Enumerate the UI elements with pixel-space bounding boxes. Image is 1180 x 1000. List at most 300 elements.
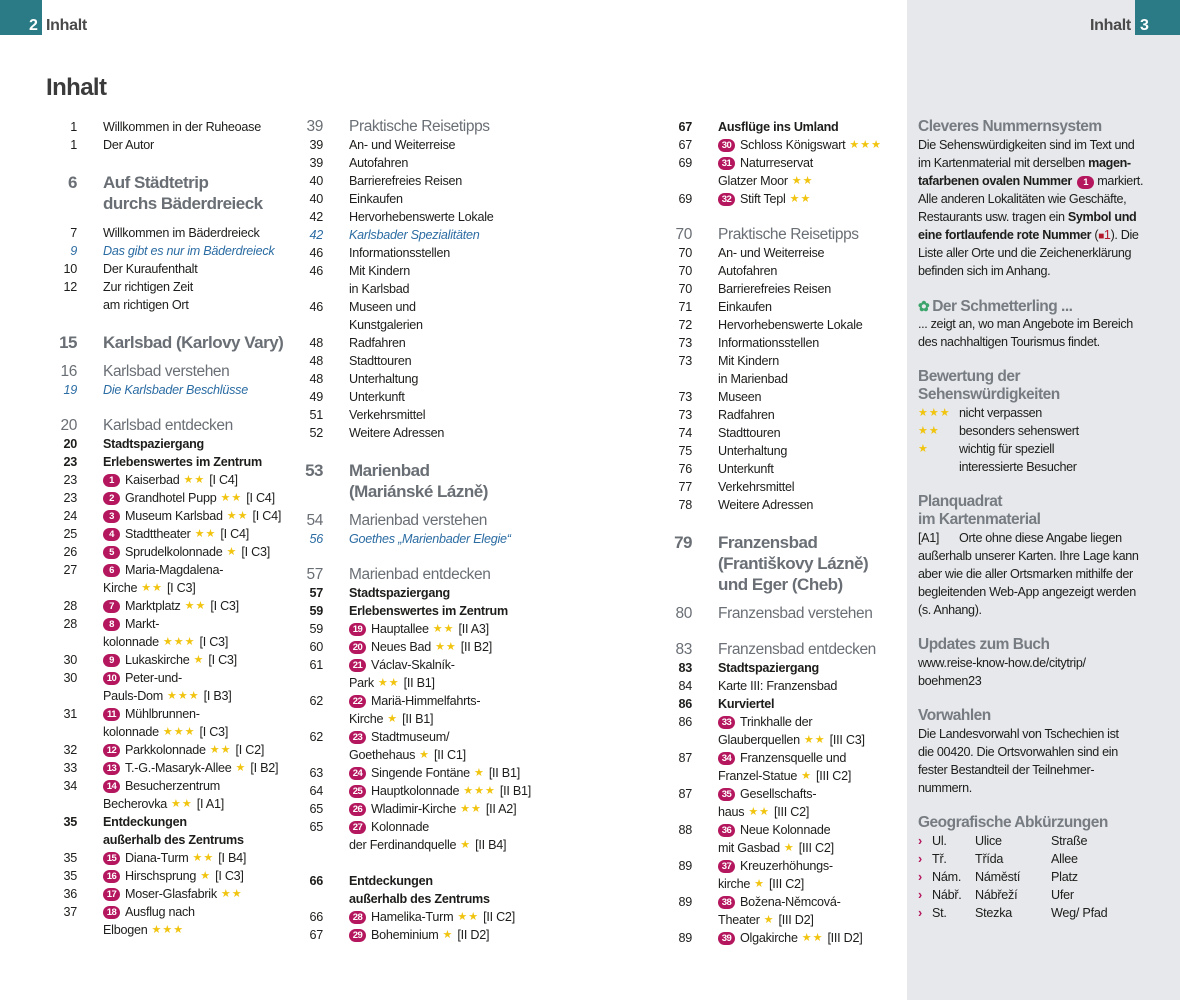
entry-text (718, 442, 787, 460)
toc-entry[interactable] (290, 406, 531, 424)
rating-stars-icon: ★ (783, 842, 795, 854)
toc-entry[interactable] (290, 656, 531, 674)
toc-entry[interactable] (659, 677, 882, 695)
rating-label: nicht verpassen (959, 406, 1042, 420)
subsection-heading[interactable] (659, 641, 882, 659)
page-number: 42 (309, 228, 323, 242)
entry-text (349, 424, 444, 442)
page-number (44, 795, 77, 813)
entry-text (349, 692, 480, 710)
grid-heading: im Kartenmaterial (918, 511, 1041, 528)
toc-entry[interactable] (290, 602, 531, 620)
subsection-heading[interactable] (659, 226, 882, 244)
entry-text (103, 507, 281, 525)
entry-text (349, 710, 433, 728)
toc-entry[interactable] (290, 530, 531, 548)
toc-entry[interactable] (659, 172, 882, 190)
entry-text (349, 836, 506, 854)
rating-stars-icon: ★★ (183, 474, 206, 486)
toc-entry[interactable] (44, 507, 283, 525)
page-number: 49 (309, 390, 323, 404)
toc-entry[interactable] (659, 352, 882, 370)
page-number: 35 (63, 869, 77, 883)
toc-entry[interactable] (659, 659, 882, 677)
toc-entry[interactable] (44, 885, 283, 903)
toc-entry[interactable] (290, 620, 531, 638)
rating-stars-icon: ★★ (220, 888, 243, 900)
toc-entry[interactable] (659, 713, 882, 731)
page-number (290, 481, 323, 502)
page-number: 35 (63, 815, 77, 829)
german-word: Ufer (1051, 888, 1074, 902)
page-number (290, 674, 323, 692)
toc-entry[interactable] (290, 334, 531, 352)
entry-text (718, 370, 788, 388)
entry-title: Božena-Němcová- (740, 895, 841, 909)
german-word: Weg/ Pfad (1051, 906, 1108, 920)
page-number: 25 (63, 527, 77, 541)
toc-entry[interactable] (290, 280, 531, 298)
entry-text (718, 641, 876, 659)
entry-text (349, 746, 466, 764)
page-number-tab-left (0, 0, 42, 35)
toc-entry[interactable] (44, 831, 283, 849)
entry-title: Mit Kindern (718, 354, 779, 368)
toc-entry[interactable] (44, 224, 283, 242)
toc-entry[interactable] (290, 818, 531, 836)
entry-text (103, 867, 244, 885)
entry-title: Franzensbad verstehen (718, 605, 873, 622)
entry-text (349, 908, 515, 926)
abbreviations-heading: Geografische Abkürzungen (918, 814, 1108, 831)
toc-entry[interactable] (44, 471, 283, 489)
map-reference: [I C4] (209, 473, 238, 487)
page-number: 72 (678, 318, 692, 332)
page-number: 35 (63, 851, 77, 865)
toc-entry[interactable] (290, 316, 531, 334)
page-number: 66 (309, 874, 323, 888)
rating-stars-icon: ★ (801, 770, 812, 782)
entry-title: Radfahren (718, 408, 775, 422)
page-number: 80 (675, 605, 692, 622)
toc-entry[interactable] (290, 782, 531, 800)
sight-number-badge: 15 (103, 852, 120, 865)
toc-entry[interactable] (659, 929, 882, 947)
subsection-heading[interactable] (659, 605, 882, 623)
entry-title: Trinkhalle der (740, 715, 813, 729)
rating-stars-icon: ★★★ (918, 407, 951, 419)
toc-entry[interactable] (659, 821, 882, 839)
entry-text (103, 903, 195, 921)
toc-entry[interactable] (290, 692, 531, 710)
subsection-heading[interactable] (290, 512, 531, 530)
text-line: (s. Anhang). (918, 603, 982, 617)
toc-entry[interactable] (290, 800, 531, 818)
entry-text (349, 818, 429, 836)
page-number: 19 (63, 383, 77, 397)
toc-entry[interactable] (44, 453, 283, 471)
toc-entry[interactable] (290, 890, 531, 908)
toc-entry[interactable] (290, 190, 531, 208)
sight-number-badge: 29 (349, 929, 366, 942)
page-number: 31 (63, 707, 77, 721)
section-heading[interactable] (290, 481, 531, 502)
abbreviation: Nábř. (932, 888, 962, 902)
toc-entry[interactable] (659, 154, 882, 172)
entry-text (103, 471, 238, 489)
toc-entry[interactable] (290, 674, 531, 692)
entry-title: Stadtspaziergang (349, 586, 450, 600)
sight-number-badge: 37 (718, 860, 735, 873)
toc-entry[interactable] (44, 651, 283, 669)
rating-legend-row (918, 458, 1173, 476)
toc-entry[interactable] (290, 908, 531, 926)
sight-number-badge: 33 (718, 716, 735, 729)
toc-entry[interactable] (44, 777, 283, 795)
toc-entry[interactable] (44, 723, 283, 741)
numbering-text (918, 154, 1173, 172)
toc-entry[interactable] (659, 118, 882, 136)
spacer (290, 548, 531, 566)
entry-title: kirche (718, 877, 751, 891)
entry-text (718, 424, 780, 442)
page-number: 69 (678, 192, 692, 206)
toc-entry[interactable] (659, 406, 882, 424)
toc-entry[interactable] (290, 244, 531, 262)
toc-entry[interactable] (659, 767, 882, 785)
toc-entry[interactable] (290, 172, 531, 190)
page-number (290, 746, 323, 764)
toc-entry[interactable] (44, 525, 283, 543)
toc-entry[interactable] (290, 226, 531, 244)
text-line: des nachhaltigen Tourismus findet. (918, 335, 1100, 349)
toc-entry[interactable] (659, 262, 882, 280)
toc-entry[interactable] (44, 242, 283, 260)
toc-entry[interactable] (44, 543, 283, 561)
toc-entry[interactable] (659, 749, 882, 767)
map-reference: [II B1] (402, 712, 434, 726)
entry-title: Markt- (125, 617, 160, 631)
page-number: 89 (678, 859, 692, 873)
toc-entry[interactable] (290, 388, 531, 406)
toc-entry[interactable] (290, 926, 531, 944)
toc-entry[interactable] (659, 136, 882, 154)
entry-text (103, 759, 278, 777)
toc-entry[interactable] (44, 296, 283, 314)
entry-text (103, 831, 244, 849)
entry-text (349, 872, 433, 890)
toc-entry[interactable] (290, 764, 531, 782)
entry-text (718, 821, 830, 839)
entry-text (103, 489, 275, 507)
section-heading[interactable] (659, 574, 882, 595)
entry-title: Ausflüge ins Umland (718, 120, 839, 134)
entry-text (103, 296, 189, 314)
page-number: 20 (63, 437, 77, 451)
entry-text (349, 334, 406, 352)
toc-entry[interactable] (659, 785, 882, 803)
page-number: 75 (678, 444, 692, 458)
toc-entry[interactable] (659, 370, 882, 388)
entry-title: Erlebenswertes im Zentrum (349, 604, 508, 618)
toc-entry[interactable] (44, 795, 283, 813)
entry-title: Franzensbad (718, 533, 818, 552)
page-number (44, 687, 77, 705)
entry-title: Mit Kindern (349, 264, 410, 278)
toc-entry[interactable] (290, 352, 531, 370)
sight-number-badge: 6 (103, 564, 120, 577)
entry-text (349, 530, 511, 548)
toc-entry[interactable] (659, 190, 882, 208)
entry-text (718, 154, 813, 172)
toc-entry[interactable] (44, 687, 283, 705)
toc-entry[interactable] (659, 442, 882, 460)
sight-number-badge: 8 (103, 618, 120, 631)
toc-entry[interactable] (44, 579, 283, 597)
toc-entry[interactable] (290, 208, 531, 226)
page-number: 76 (678, 462, 692, 476)
entry-text (103, 579, 196, 597)
toc-entry[interactable] (44, 633, 283, 651)
entry-text (718, 280, 831, 298)
toc-entry[interactable] (44, 489, 283, 507)
toc-entry[interactable] (290, 424, 531, 442)
toc-entry[interactable] (44, 615, 283, 633)
toc-entry[interactable] (44, 813, 283, 831)
toc-entry[interactable] (659, 911, 882, 929)
entry-text (103, 332, 283, 353)
toc-entry[interactable] (44, 903, 283, 921)
entry-text (349, 208, 494, 226)
toc-entry[interactable] (44, 867, 283, 885)
toc-entry[interactable] (659, 478, 882, 496)
entry-text (349, 460, 430, 481)
sight-number-badge: 25 (349, 785, 366, 798)
page-number (659, 911, 692, 929)
entry-text (349, 638, 492, 656)
entry-text (349, 226, 480, 244)
page-number (290, 280, 323, 298)
page-number: 62 (309, 730, 323, 744)
sight-number-badge: 20 (349, 641, 366, 654)
map-reference: [I C2] (235, 743, 265, 757)
entry-title: kolonnade (103, 635, 159, 649)
section-heading[interactable] (44, 172, 283, 193)
toc-entry[interactable] (290, 298, 531, 316)
entry-text (718, 553, 868, 574)
sight-number-badge: 26 (349, 803, 366, 816)
map-reference: [III C2] (815, 769, 852, 783)
entry-title: Goethehaus (349, 748, 416, 762)
dialing-heading: Vorwahlen (918, 707, 991, 724)
subsection-heading[interactable] (44, 363, 283, 381)
entry-title: Hauptallee (371, 622, 429, 636)
map-reference: [III C3] (829, 733, 865, 747)
section-heading[interactable] (659, 553, 882, 574)
map-reference: [I C4] (246, 491, 275, 505)
section-heading[interactable] (44, 332, 283, 353)
entry-text (718, 190, 811, 208)
map-reference: [II C2] (483, 910, 515, 924)
map-reference: [I C3] (199, 635, 229, 649)
text-line: Die Sehenswürdigkeiten sind im Text und (918, 138, 1135, 152)
rating-stars-icon: ★★ (801, 932, 824, 944)
toc-entry[interactable] (44, 669, 283, 687)
toc-entry[interactable] (44, 260, 283, 278)
toc-entry[interactable] (659, 803, 882, 821)
entry-text (103, 687, 232, 705)
page-number-left: 2 (29, 17, 38, 34)
toc-entry[interactable] (659, 731, 882, 749)
chevron-right-icon: › (918, 906, 922, 920)
toc-entry[interactable] (290, 710, 531, 728)
page-number: 88 (678, 823, 692, 837)
toc-entry[interactable] (290, 370, 531, 388)
toc-entry[interactable] (659, 875, 882, 893)
toc-entry[interactable] (659, 839, 882, 857)
entry-text (349, 172, 462, 190)
page-number: 20 (60, 417, 77, 434)
toc-entry[interactable] (659, 893, 882, 911)
toc-entry[interactable] (44, 849, 283, 867)
text-line: die 00420. Die Ortsvorwahlen sind ein (918, 745, 1118, 759)
page-number: 23 (63, 455, 77, 469)
toc-entry[interactable] (659, 388, 882, 406)
toc-entry[interactable] (44, 561, 283, 579)
sight-number-badge: 21 (349, 659, 366, 672)
page-number: 26 (63, 545, 77, 559)
entry-title: Unterkunft (718, 462, 774, 476)
toc-entry[interactable] (290, 746, 531, 764)
subsection-heading[interactable] (290, 118, 531, 136)
spacer (659, 595, 882, 605)
entry-text (103, 561, 223, 579)
sight-number-badge: 36 (718, 824, 735, 837)
sight-number-badge: 11 (103, 708, 120, 721)
spacer (44, 399, 283, 417)
entry-text (349, 764, 520, 782)
entry-text (718, 172, 814, 190)
toc-entry[interactable] (44, 741, 283, 759)
toc-entry[interactable] (659, 857, 882, 875)
subsection-heading[interactable] (290, 566, 531, 584)
map-reference: [I B3] (203, 689, 232, 703)
grid-text (918, 529, 1173, 547)
entry-title: Praktische Reisetipps (718, 226, 859, 243)
toc-entry[interactable] (659, 244, 882, 262)
text-line: aber wie die aller Ortsmarken mithilfe der (918, 567, 1133, 581)
updates-heading: Updates zum Buch (918, 636, 1050, 653)
toc-column-2 (290, 118, 531, 944)
toc-entry[interactable] (659, 334, 882, 352)
toc-entry[interactable] (44, 705, 283, 723)
text-line: begleitenden Web-App angezeigt werden (918, 585, 1136, 599)
subsection-heading[interactable] (44, 417, 283, 435)
entry-title: Museum Karlsbad (125, 509, 223, 523)
updates-link[interactable]: boehmen23 (918, 674, 982, 688)
toc-entry[interactable] (44, 597, 283, 615)
entry-title: Das gibt es nur im Bäderdreieck (103, 244, 275, 258)
toc-entry[interactable] (290, 136, 531, 154)
toc-entry[interactable] (290, 872, 531, 890)
entry-title: Kreuzerhöhungs- (740, 859, 833, 873)
toc-entry[interactable] (44, 136, 283, 154)
entry-title: Glatzer Moor (718, 174, 788, 188)
abbreviation-row (918, 832, 1173, 850)
toc-entry[interactable] (290, 584, 531, 602)
toc-entry[interactable] (659, 695, 882, 713)
section-heading[interactable] (290, 460, 531, 481)
entry-text (718, 929, 863, 947)
toc-entry[interactable] (290, 638, 531, 656)
rating-stars-icon: ★★ (789, 193, 812, 205)
entry-text (718, 911, 814, 929)
entry-title: Hamelika-Turm (371, 910, 454, 924)
abbreviation-row (918, 868, 1173, 886)
page-number: 54 (306, 512, 323, 529)
toc-entry[interactable] (659, 280, 882, 298)
entry-title: in Karlsbad (349, 282, 410, 296)
toc-entry[interactable] (44, 381, 283, 399)
toc-entry[interactable] (44, 118, 283, 136)
toc-entry[interactable] (290, 154, 531, 172)
spacer (659, 514, 882, 532)
spacer (44, 214, 283, 224)
rating-stars-icon: ★★★ (849, 139, 882, 151)
toc-entry[interactable] (290, 262, 531, 280)
entry-text (103, 136, 154, 154)
toc-entry[interactable] (44, 278, 283, 296)
toc-entry[interactable] (290, 728, 531, 746)
page-number: 79 (674, 533, 692, 552)
entry-text (718, 749, 846, 767)
updates-link[interactable]: www.reise-know-how.de/citytrip/ (918, 656, 1086, 670)
sight-number-badge: 24 (349, 767, 366, 780)
entry-text (103, 723, 228, 741)
entry-text (349, 566, 490, 584)
entry-title: Peter-und- (125, 671, 183, 685)
entry-title: Unterhaltung (349, 372, 419, 386)
toc-entry[interactable] (659, 460, 882, 478)
entry-text (718, 605, 872, 623)
page-number: 73 (678, 390, 692, 404)
toc-entry[interactable] (659, 298, 882, 316)
sight-number-badge: 35 (718, 788, 735, 801)
page-number: 12 (63, 280, 77, 294)
toc-entry[interactable] (659, 424, 882, 442)
page-number: 83 (675, 641, 692, 658)
toc-entry[interactable] (659, 496, 882, 514)
sight-number-badge: 34 (718, 752, 735, 765)
toc-entry[interactable] (44, 921, 283, 939)
section-heading[interactable] (659, 532, 882, 553)
entry-title: der Ferdinandquelle (349, 838, 457, 852)
page-number: 59 (309, 622, 323, 636)
page-number: 28 (63, 617, 77, 631)
toc-entry[interactable] (290, 836, 531, 854)
page-number: 73 (678, 408, 692, 422)
page-number: 66 (309, 910, 323, 924)
page-number (44, 193, 77, 214)
text-bold: eine fortlaufende rote Nummer (918, 228, 1092, 242)
entry-title: (Františkovy Lázně) (718, 554, 869, 573)
entry-text (103, 795, 224, 813)
sight-number-badge: 28 (349, 911, 366, 924)
section-heading[interactable] (44, 193, 283, 214)
toc-entry[interactable] (44, 759, 283, 777)
toc-entry[interactable] (44, 435, 283, 453)
toc-entry[interactable] (659, 316, 882, 334)
